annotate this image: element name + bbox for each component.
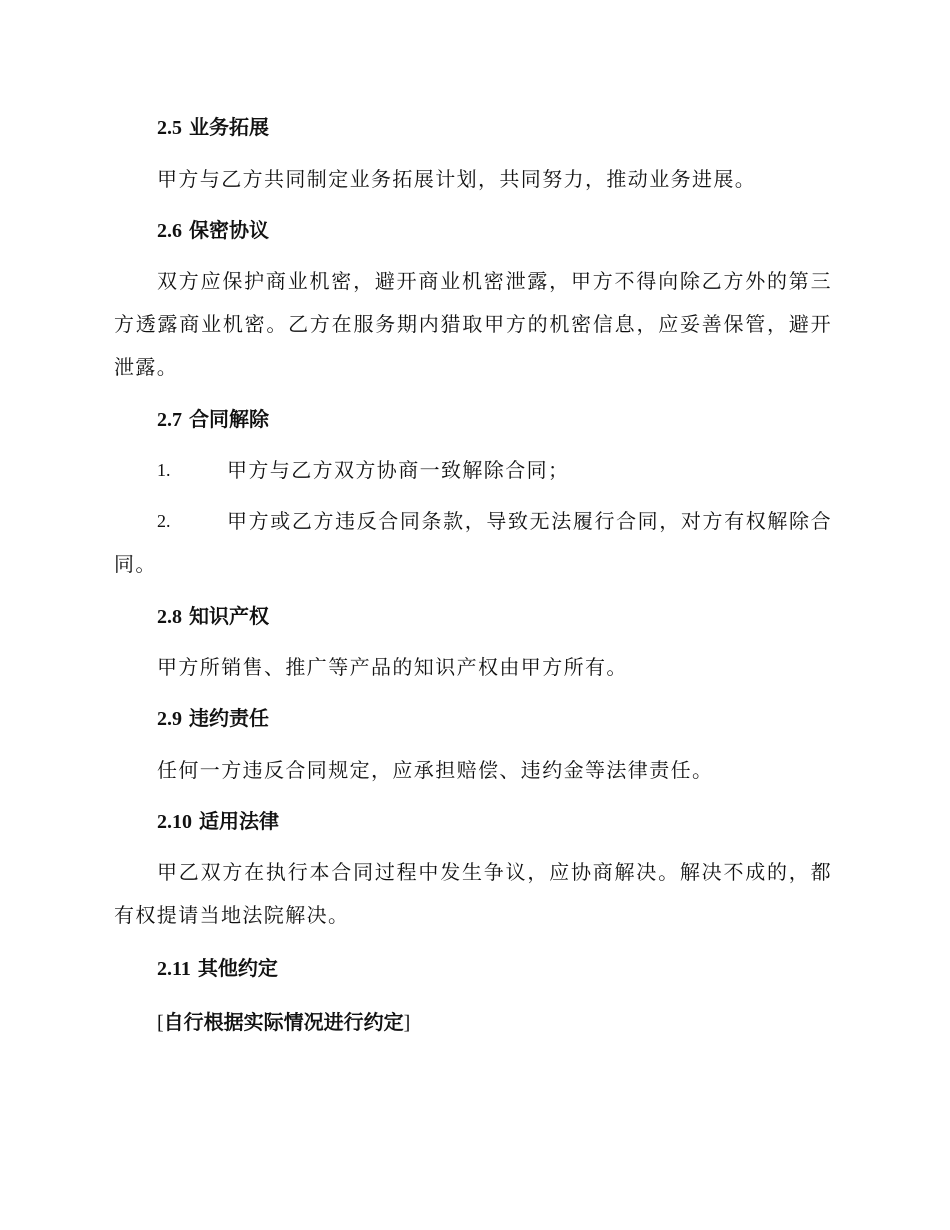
bracket-open: [ — [157, 1012, 164, 1034]
section-number: 2.9 — [157, 708, 182, 730]
section-title: 合同解除 — [188, 407, 269, 431]
section-heading-2-10 — [157, 807, 279, 836]
section-heading-2-6 — [157, 216, 269, 245]
section-heading-2-9 — [157, 704, 269, 733]
section-number: 2.10 — [157, 811, 192, 833]
section-title: 保密协议 — [188, 218, 269, 242]
placeholder-text: 自行根据实际情况进行约定 — [163, 1010, 404, 1034]
section-number: 2.6 — [157, 220, 182, 242]
list-item-text: 甲方与乙方双方协商一致解除合同； — [227, 458, 570, 482]
section-number: 2.11 — [157, 958, 191, 980]
section-heading-2-7 — [157, 405, 269, 434]
section-number: 2.7 — [157, 409, 182, 431]
section-title: 适用法律 — [198, 809, 279, 833]
section-heading-2-8 — [157, 602, 269, 631]
section-title: 业务拓展 — [188, 115, 269, 139]
section-title: 知识产权 — [188, 604, 269, 628]
bracket-close: ] — [403, 1012, 411, 1034]
section-paragraph: 任何一方违反合同规定，应承担赔偿、违约金等法律责任。 — [157, 758, 714, 782]
section-paragraph: 双方应保护商业机密，避开商业机密泄露，甲方不得向除乙方外的第三方透露商业机密。乙方在服务期内猎取甲方的机密信息，应妥善保管，避开泄露。 — [114, 269, 832, 379]
section-paragraph: 甲方与乙方共同制定业务拓展计划，共同努力，推动业务进展。 — [157, 167, 757, 191]
list-marker: 1. — [157, 460, 171, 480]
list-item — [114, 500, 832, 586]
list-item-text: 甲方或乙方违反合同条款，导致无法履行合同，对方有权解除合同。 — [114, 509, 832, 576]
section-heading-2-5 — [157, 113, 269, 142]
section-paragraph: 甲方所销售、推广等产品的知识产权由甲方所有。 — [157, 655, 628, 679]
placeholder-note — [157, 1008, 410, 1037]
section-title: 违约责任 — [188, 706, 269, 730]
list-item — [114, 449, 832, 492]
section-paragraph: 甲乙双方在执行本合同过程中发生争议，应协商解决。解决不成的，都有权提请当地法院解决。 — [114, 860, 832, 927]
section-title: 其他约定 — [197, 956, 278, 980]
list-marker: 2. — [157, 511, 171, 531]
section-heading-2-11 — [157, 954, 278, 983]
section-number: 2.5 — [157, 117, 182, 139]
section-number: 2.8 — [157, 606, 182, 628]
